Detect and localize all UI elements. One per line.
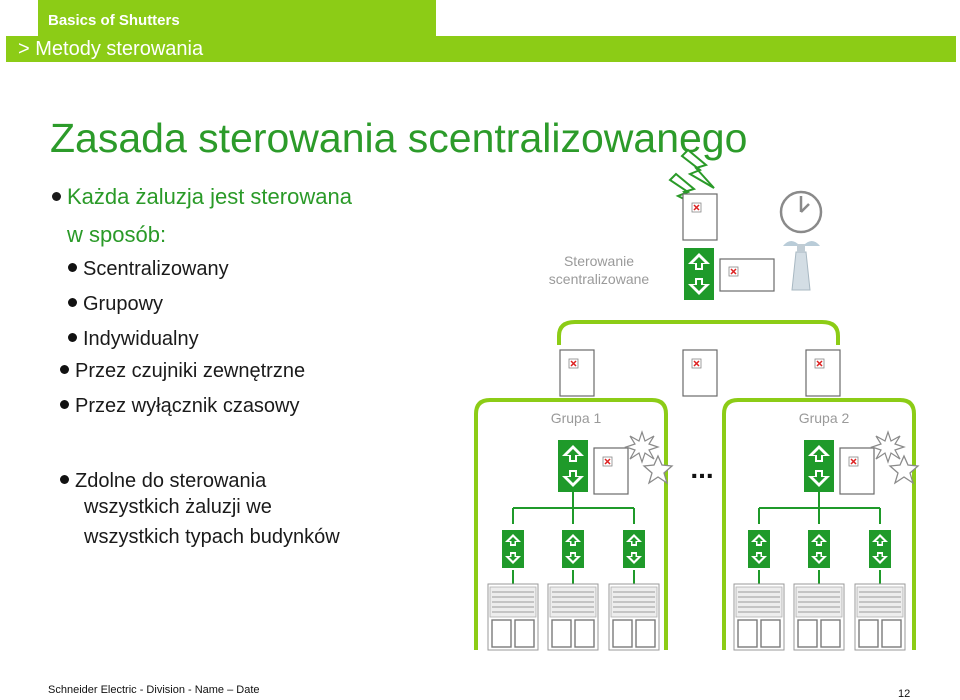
bullet-sub-5-text: Przez wyłącznik czasowy xyxy=(75,395,300,417)
group2-controller-icon xyxy=(804,440,834,492)
window-shutter-icon xyxy=(488,584,538,650)
group2-switch-icon xyxy=(806,350,840,396)
section-title: > Metody sterowania xyxy=(18,38,204,60)
bullet-main-2-line2: wszystkich żaluzji we xyxy=(84,496,272,518)
group1-label: Grupa 1 xyxy=(550,410,602,426)
group1-switch-icon xyxy=(560,350,594,396)
bullet-main-1-line1: Każda żaluzja jest sterowana xyxy=(67,184,352,209)
bullet-main-2-line3: wszystkich typach budynków xyxy=(84,526,340,548)
wide-switch-icon xyxy=(720,259,774,291)
shutter-controller-icon xyxy=(869,530,891,568)
shutter-controller-icon xyxy=(623,530,645,568)
ellipsis: ... xyxy=(690,453,714,484)
window-shutter-icon xyxy=(855,584,905,650)
clock-icon xyxy=(781,192,821,232)
group1-local-switch-icon xyxy=(594,448,628,494)
sun-sensor-icon-2 xyxy=(872,432,904,462)
window-shutter-icon xyxy=(609,584,659,650)
central-arc xyxy=(559,322,838,345)
bullet-sub-2-text: Grupowy xyxy=(83,293,164,315)
bullet-sub-3-text: Indywidualny xyxy=(83,328,199,350)
window-shutter-icon xyxy=(548,584,598,650)
middle-switch-icon xyxy=(683,350,717,396)
central-controller-icon xyxy=(684,248,714,300)
window-shutter-icon xyxy=(794,584,844,650)
page-number: 12 xyxy=(898,688,911,700)
wind-sensor-icon xyxy=(783,241,820,290)
shutter-controller-icon xyxy=(748,530,770,568)
footer-text: Schneider Electric - Division - Name – Date xyxy=(48,684,260,696)
central-switch-icon xyxy=(683,194,717,240)
header-title: Basics of Shutters xyxy=(48,12,180,29)
shutter-controller-icon xyxy=(562,530,584,568)
shutter-controller-icon xyxy=(502,530,524,568)
bullet-sub-4-text: Przez czujniki zewnętrzne xyxy=(75,360,306,382)
page-title: Zasada sterowania scentralizowanego xyxy=(50,115,748,161)
group1-controller-icon xyxy=(558,440,588,492)
bullet-main-2-line1: Zdolne do sterowania xyxy=(75,470,267,492)
sun-sensor-icon xyxy=(626,432,658,462)
bullet-sub-1-text: Scentralizowany xyxy=(83,258,229,280)
central-label-2: scentralizowane xyxy=(548,271,650,287)
group2-local-switch-icon xyxy=(840,448,874,494)
central-label-1: Sterowanie xyxy=(563,253,635,269)
bullet-main-1-line2: w sposób: xyxy=(67,222,167,247)
group2-label: Grupa 2 xyxy=(798,410,850,426)
shutter-controller-icon xyxy=(808,530,830,568)
window-shutter-icon xyxy=(734,584,784,650)
